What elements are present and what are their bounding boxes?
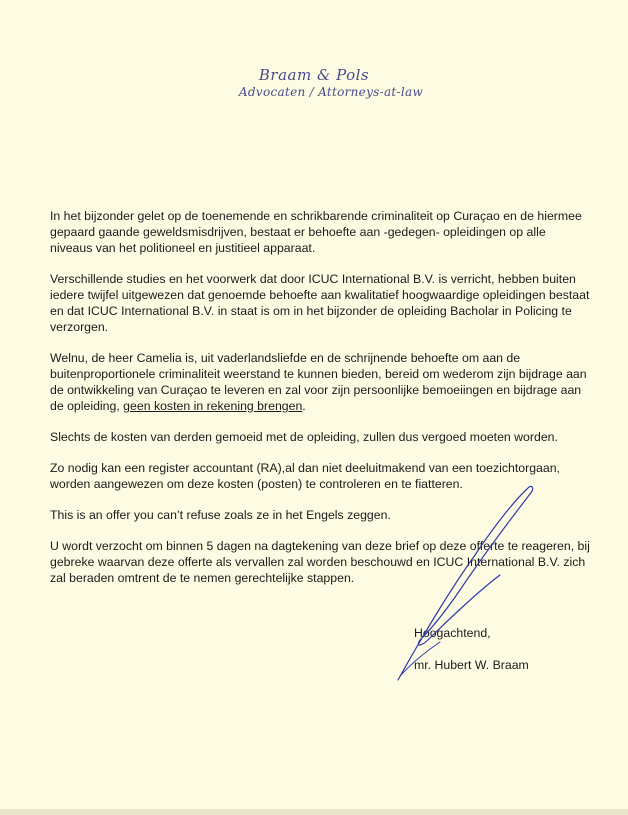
firm-name: Braam & Pols — [258, 66, 370, 84]
paragraph-1: In het bijzonder gelet op de toenemende en schrikbarende criminaliteit op Curaçao en de hiermee gepaard gaande geweldsmisdrijven, bestaat er behoefte aan -gedegen- opleidingen op alle niveaus van het politioneel en justitieel apparaat. — [50, 209, 582, 255]
signatory-name: mr. Hubert W. Braam — [414, 658, 529, 672]
paragraph-4: Slechts de kosten van derden gemoeid met de opleiding, zullen dus vergoed moeten worden. — [50, 430, 558, 444]
letterhead — [0, 66, 628, 100]
letter-body — [50, 208, 590, 601]
no-costs-underlined: geen kosten in rekening brengen — [123, 399, 303, 413]
paragraph-7: U wordt verzocht om binnen 5 dagen na dagtekening van deze brief op deze offerte te reageren, bij gebreke waarvan deze offerte als vervallen zal worden beschouwd en ICUC International B.V. zich zal beraden omtrent de te nemen gerechtelijke stappen. — [50, 539, 590, 585]
paragraph-3-text: Welnu, de heer Camelia is, uit vaderlandsliefde en de schrijnende behoefte om aan de buitenproportionele criminaliteit weerstand te kunnen bieden, bereid om wederom zijn bijdrage aan de ontwikkeling van Curaçao te leveren en zal voor zijn persoonlijke bemoeiingen en bijdrage aan de opleiding, — [50, 351, 587, 413]
paragraph-2: Verschillende studies en het voorwerk dat door ICUC International B.V. is verricht, hebben buiten iedere twijfel uitgewezen dat genoemde behoefte aan kwalitatief hoogwaardige opleidingen bestaat en dat ICUC International B.V. in staat is om in het bijzonder de opleiding Bacholar in Policing te verzorgen. — [50, 272, 590, 334]
page-bottom-edge — [0, 809, 628, 815]
paragraph-3 — [50, 350, 590, 414]
paragraph-5: Zo nodig kan een register accountant (RA),al dan niet deeluitmakend van een toezichtorgaan, worden aangewezen om deze kosten (posten) te controleren en te fiatteren. — [50, 461, 560, 491]
paragraph-3-end: . — [302, 399, 306, 413]
firm-tagline: Advocaten / Attorneys-at-law — [238, 85, 424, 99]
closing-greeting: Hoogachtend, — [414, 626, 491, 640]
paragraph-6: This is an offer you can’t refuse zoals ze in het Engels zeggen. — [50, 508, 391, 522]
